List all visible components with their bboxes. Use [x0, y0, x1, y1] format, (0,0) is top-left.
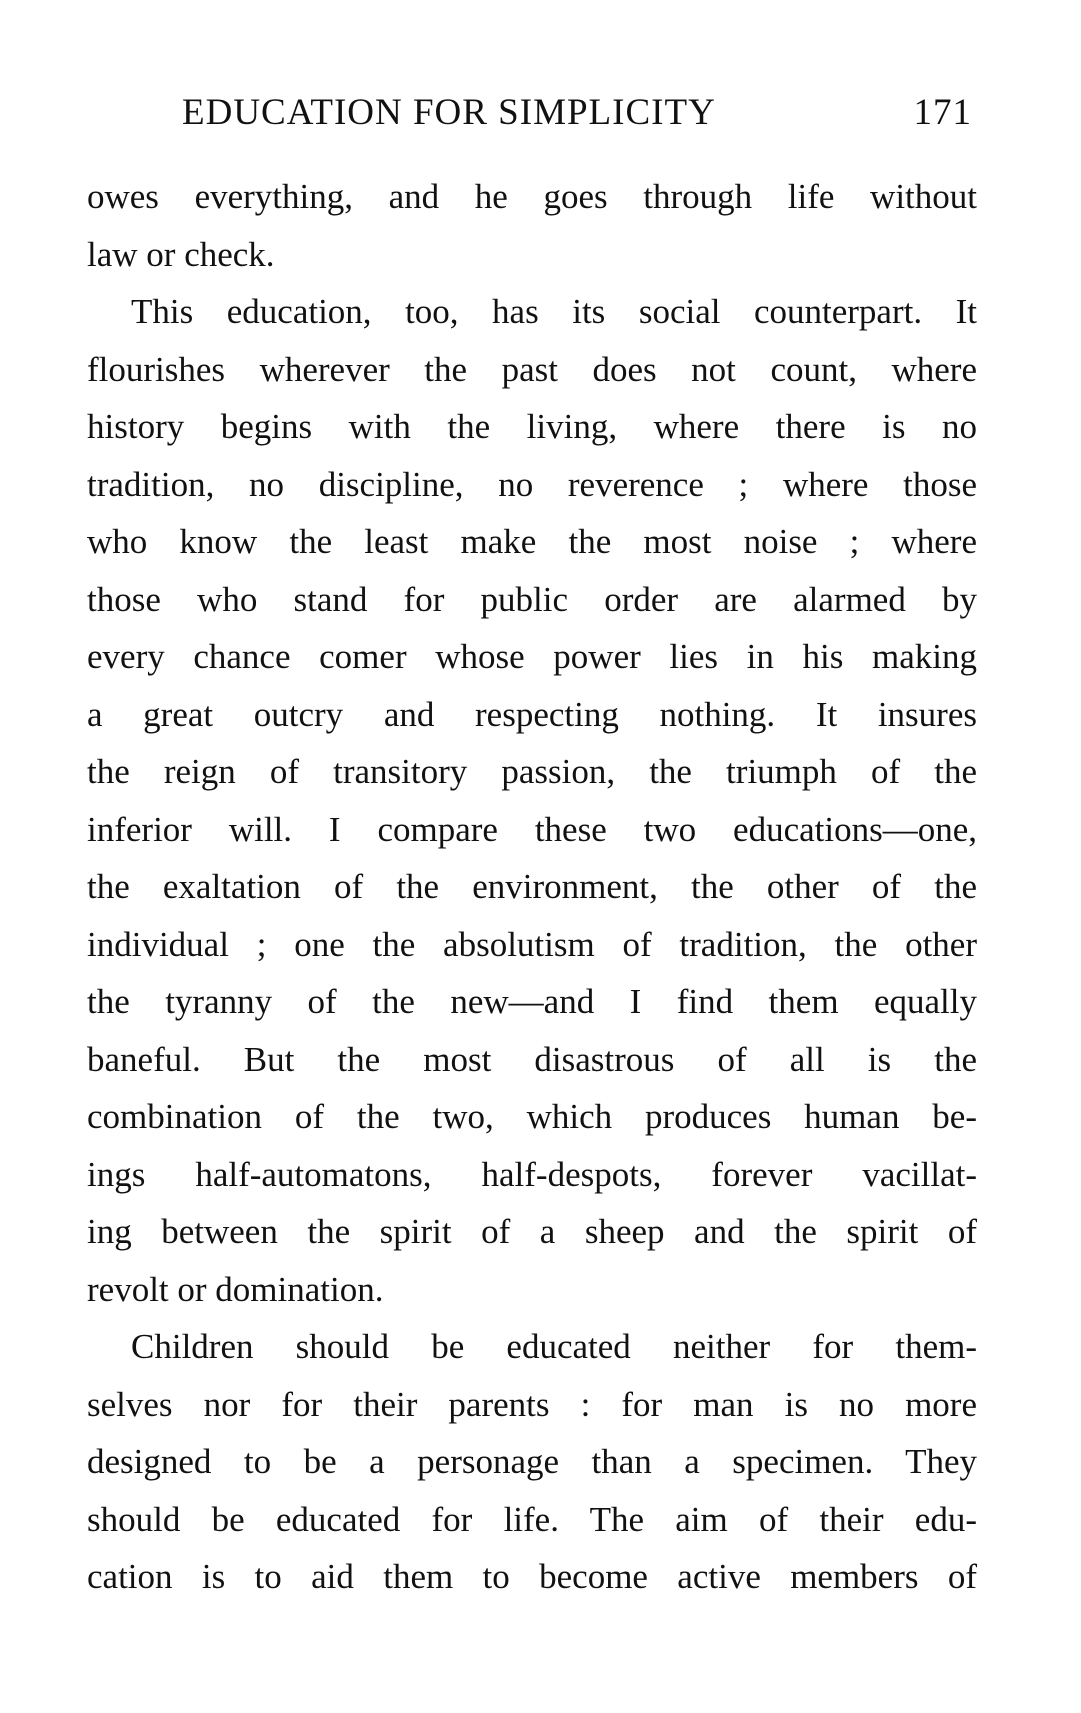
text-line: history begins with the living, where there is no	[87, 407, 977, 446]
text-line: law or check.	[87, 234, 275, 274]
text-line: who know the least make the most noise ; where	[87, 522, 977, 561]
text-line: those who stand for public order are alarmed by	[87, 579, 977, 619]
text-line: designed to be a personage than a specimen. They	[87, 1442, 977, 1481]
paragraph-2	[87, 283, 977, 1318]
text-line: cation is to aid them to become active members of	[87, 1557, 977, 1596]
paragraph-3	[87, 1318, 977, 1606]
text-line: ing between the spirit of a sheep and the spirit of	[87, 1212, 977, 1251]
text-line: the tyranny of the new—and I find them equally	[87, 982, 977, 1021]
text-line: every chance comer whose power lies in his making	[87, 637, 977, 676]
running-head	[87, 88, 977, 138]
text-line: This education, too, has its social counterpart. It	[131, 292, 977, 331]
text-line: inferior will. I compare these two educations—one,	[87, 809, 977, 849]
page-number: 171	[913, 92, 972, 133]
text-line: combination of the two, which produces human be-	[87, 1097, 977, 1136]
running-title: EDUCATION FOR SIMPLICITY	[182, 92, 716, 133]
text-line: revolt or domination.	[87, 1269, 384, 1309]
text-line: a great outcry and respecting nothing. It insures	[87, 694, 977, 734]
text-line: Children should be educated neither for them-	[131, 1327, 977, 1366]
text-line: ings half-automatons, half-despots, forever vacillat-	[87, 1154, 977, 1194]
text-line: the exaltation of the environment, the other of the	[87, 867, 977, 906]
text-line: should be educated for life. The aim of their edu-	[87, 1499, 977, 1539]
text-line: individual ; one the absolutism of tradition, the other	[87, 924, 977, 964]
body-text	[87, 168, 977, 1606]
text-line: flourishes wherever the past does not count, where	[87, 349, 977, 389]
text-line: baneful. But the most disastrous of all is the	[87, 1039, 977, 1079]
text-line: the reign of transitory passion, the triumph of the	[87, 752, 977, 791]
text-line: selves nor for their parents : for man is no more	[87, 1384, 977, 1424]
paragraph-1	[87, 168, 977, 283]
text-line: owes everything, and he goes through life without	[87, 177, 977, 216]
text-line: tradition, no discipline, no reverence ; where those	[87, 464, 977, 504]
